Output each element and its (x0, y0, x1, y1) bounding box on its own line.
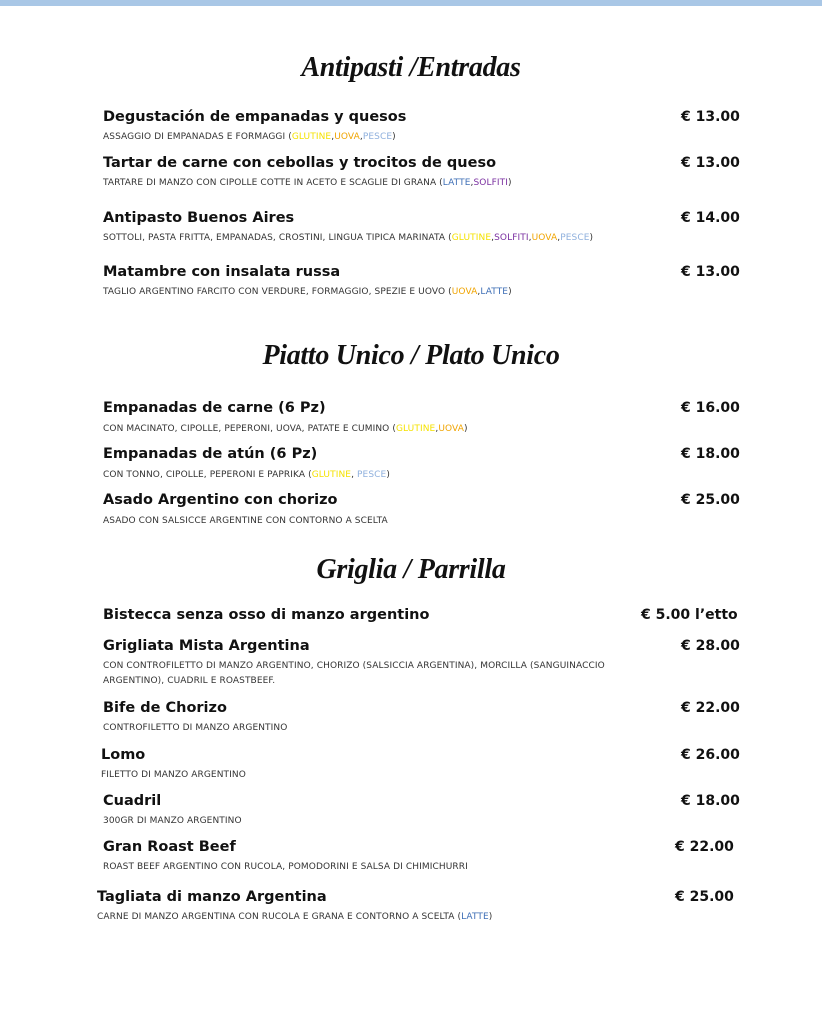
item-name: Gran Roast Beef (103, 839, 236, 855)
item-price: € 25.00 (675, 889, 734, 905)
item-name: Degustación de empanadas y quesos (103, 109, 407, 125)
item-price: € 26.00 (681, 747, 740, 763)
item-price: € 28.00 (681, 638, 740, 654)
item-description-text: ASADO CON SALSICCE ARGENTINE CON CONTORNO A SCELTA (103, 516, 388, 526)
item-price: € 18.00 (681, 446, 740, 462)
allergen-tag: GLUTINE (311, 470, 352, 480)
allergen-tag: UOVA (438, 424, 464, 434)
section-title-griglia: Griglia / Parrilla (316, 554, 506, 585)
item-description: CON TONNO, CIPOLLE, PEPERONI E PAPRIKA (GLUTINE, PESCE) (103, 470, 390, 480)
item-description-text: TARTARE DI MANZO CON CIPOLLE COTTE IN ACETO E SCAGLIE DI GRANA (103, 178, 437, 188)
item-name: Tagliata di manzo Argentina (97, 889, 327, 905)
menu-page (0, 6, 822, 1024)
item-price: € 14.00 (681, 210, 740, 226)
allergen-tag: PESCE (362, 132, 393, 142)
allergen-tag: SOLFITI (473, 178, 508, 188)
allergen-tag: UOVA (531, 233, 558, 243)
section-title-piatto-unico: Piatto Unico / Plato Unico (262, 340, 560, 371)
item-name: Grigliata Mista Argentina (103, 638, 310, 654)
item-price: € 18.00 (681, 793, 740, 809)
item-description-text: FILETTO DI MANZO ARGENTINO (101, 770, 246, 780)
item-description-text: TAGLIO ARGENTINO FARCITO CON VERDURE, FORMAGGIO, SPEZIE E UOVO (103, 287, 446, 297)
item-name: Cuadril (103, 793, 162, 809)
allergen-tag: LATTE (480, 287, 509, 297)
item-description-text: CON TONNO, CIPOLLE, PEPERONI E PAPRIKA (103, 470, 306, 480)
allergen-tag: SOLFITI (494, 233, 529, 243)
item-description: SOTTOLI, PASTA FRITTA, EMPANADAS, CROSTINI, LINGUA TIPICA MARINATA (GLUTINE,SOLFITI,UOVA,PESCE) (103, 233, 594, 243)
item-description: CARNE DI MANZO ARGENTINA CON RUCOLA E GRANA E CONTORNO A SCELTA (LATTE) (97, 912, 493, 922)
item-description (101, 768, 621, 783)
item-price: € 13.00 (681, 155, 740, 171)
section-title-antipasti: Antipasti /Entradas (301, 52, 521, 83)
item-price: € 13.00 (681, 109, 740, 125)
item-description-text: CON CONTROFILETTO DI MANZO ARGENTINO, CHORIZO (SALSICCIA ARGENTINA), MORCILLA (SANGUINACCIO ARGENTINO), CUADRIL E ROASTBEEF. (103, 661, 605, 686)
item-price: € 13.00 (681, 264, 740, 280)
item-description (103, 860, 623, 875)
item-price: € 25.00 (681, 492, 740, 508)
item-description: CON MACINATO, CIPOLLE, PEPERONI, UOVA, PATATE E CUMINO (GLUTINE,UOVA) (103, 424, 468, 434)
item-name: Matambre con insalata russa (103, 264, 341, 280)
item-price: € 5.00 l’etto (641, 607, 738, 623)
item-description (103, 659, 623, 689)
allergen-tag: UOVA (451, 287, 478, 297)
item-price: € 16.00 (681, 400, 740, 416)
item-description: TARTARE DI MANZO CON CIPOLLE COTTE IN ACETO E SCAGLIE DI GRANA (LATTE,SOLFITI) (103, 178, 512, 188)
item-description-text: ROAST BEEF ARGENTINO CON RUCOLA, POMODORINI E SALSA DI CHIMICHURRI (103, 862, 468, 872)
allergen-tag: LATTE (461, 912, 489, 922)
item-description-text: CARNE DI MANZO ARGENTINA CON RUCOLA E GRANA E CONTORNO A SCELTA (97, 912, 455, 922)
item-description: ASSAGGIO DI EMPANADAS E FORMAGGI (GLUTINE,UOVA,PESCE) (103, 132, 396, 142)
item-description-text: SOTTOLI, PASTA FRITTA, EMPANADAS, CROSTINI, LINGUA TIPICA MARINATA (103, 233, 446, 243)
item-description (103, 721, 623, 736)
allergen-tag: GLUTINE (451, 233, 492, 243)
allergen-tag: LATTE (442, 178, 471, 188)
item-name: Bistecca senza osso di manzo argentino (103, 607, 430, 623)
item-description (103, 514, 623, 529)
item-description-text: 300GR DI MANZO ARGENTINO (103, 816, 242, 826)
item-name: Asado Argentino con chorizo (103, 492, 338, 508)
item-name: Empanadas de carne (6 Pz) (103, 400, 326, 416)
item-description-text: CON MACINATO, CIPOLLE, PEPERONI, UOVA, PATATE E CUMINO (103, 424, 390, 434)
allergen-tag: PESCE (560, 233, 590, 243)
item-price: € 22.00 (675, 839, 734, 855)
item-description-text: CONTROFILETTO DI MANZO ARGENTINO (103, 723, 288, 733)
allergen-tag: GLUTINE (291, 132, 332, 142)
item-price: € 22.00 (681, 700, 740, 716)
allergen-tag: GLUTINE (395, 424, 436, 434)
allergen-tag: UOVA (334, 132, 360, 142)
item-name: Tartar de carne con cebollas y trocitos de queso (103, 155, 497, 171)
item-description (103, 814, 623, 829)
item-description: TAGLIO ARGENTINO FARCITO CON VERDURE, FORMAGGIO, SPEZIE E UOVO (UOVA,LATTE) (103, 287, 512, 297)
item-description-text: ASSAGGIO DI EMPANADAS E FORMAGGI (103, 132, 286, 142)
allergen-tag: PESCE (354, 470, 387, 480)
item-name: Antipasto Buenos Aires (103, 210, 295, 226)
item-name: Lomo (101, 747, 146, 763)
item-name: Empanadas de atún (6 Pz) (103, 446, 318, 462)
item-name: Bife de Chorizo (103, 700, 227, 716)
